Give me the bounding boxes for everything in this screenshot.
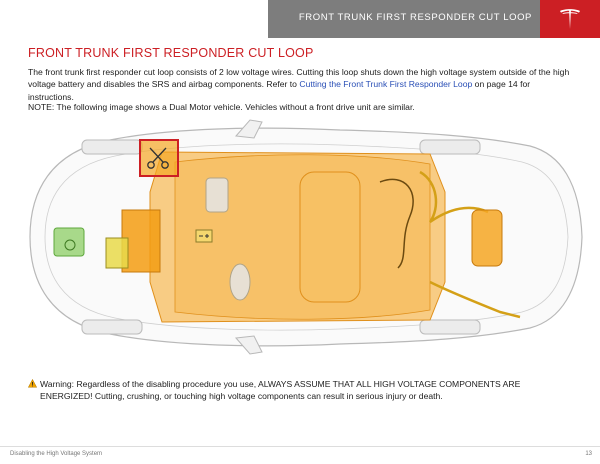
- intro-paragraph: [28, 66, 578, 103]
- intro-text-2: on page 14 for instructions.: [28, 79, 531, 102]
- seat-rear: [300, 172, 360, 302]
- tesla-logo-icon: [558, 7, 582, 31]
- cut-loop-link[interactable]: Cutting the Front Trunk First Responder Loop: [299, 79, 473, 90]
- footer-section-title: Disabling the High Voltage System: [10, 451, 103, 457]
- seat-front-right: [230, 264, 250, 300]
- wheel-rear-left: [420, 140, 480, 154]
- connector-block: [106, 238, 128, 268]
- note-text: NOTE: The following image shows a Dual Motor vehicle. Vehicles without a front drive unit are similar.: [28, 102, 415, 112]
- seat-front-left: [206, 178, 228, 212]
- vehicle-diagram: [0, 112, 600, 362]
- wheel-rear-right: [420, 320, 480, 334]
- battery-icon: [196, 230, 212, 242]
- section-title: FRONT TRUNK FIRST RESPONDER CUT LOOP: [28, 46, 314, 60]
- wheel-front-left: [82, 140, 142, 154]
- restraint-module: [54, 228, 84, 256]
- page-footer: [0, 446, 600, 464]
- intro-text-1: The front trunk first responder cut loop consists of 2 low voltage wires. Cutting this loop shuts down the high voltage system outside of the high voltage battery and disables the SRS and airbag components. Refer to: [28, 67, 570, 90]
- page-header: [0, 0, 600, 38]
- header-title: FRONT TRUNK FIRST RESPONDER CUT LOOP: [298, 12, 532, 23]
- logo-box: [540, 0, 600, 38]
- rear-drive-unit: [472, 210, 502, 266]
- warning-text: Warning: Regardless of the disabling procedure you use, ALWAYS ASSUME THAT ALL HIGH VOLTAGE COMPONENTS ARE ENERGIZED! Cutting, crushing, or touching high voltage components can result in serious injury or death.: [40, 379, 521, 401]
- warning-triangle-icon: [28, 379, 37, 388]
- footer-page-number: 13: [585, 451, 592, 457]
- wheel-front-right: [82, 320, 142, 334]
